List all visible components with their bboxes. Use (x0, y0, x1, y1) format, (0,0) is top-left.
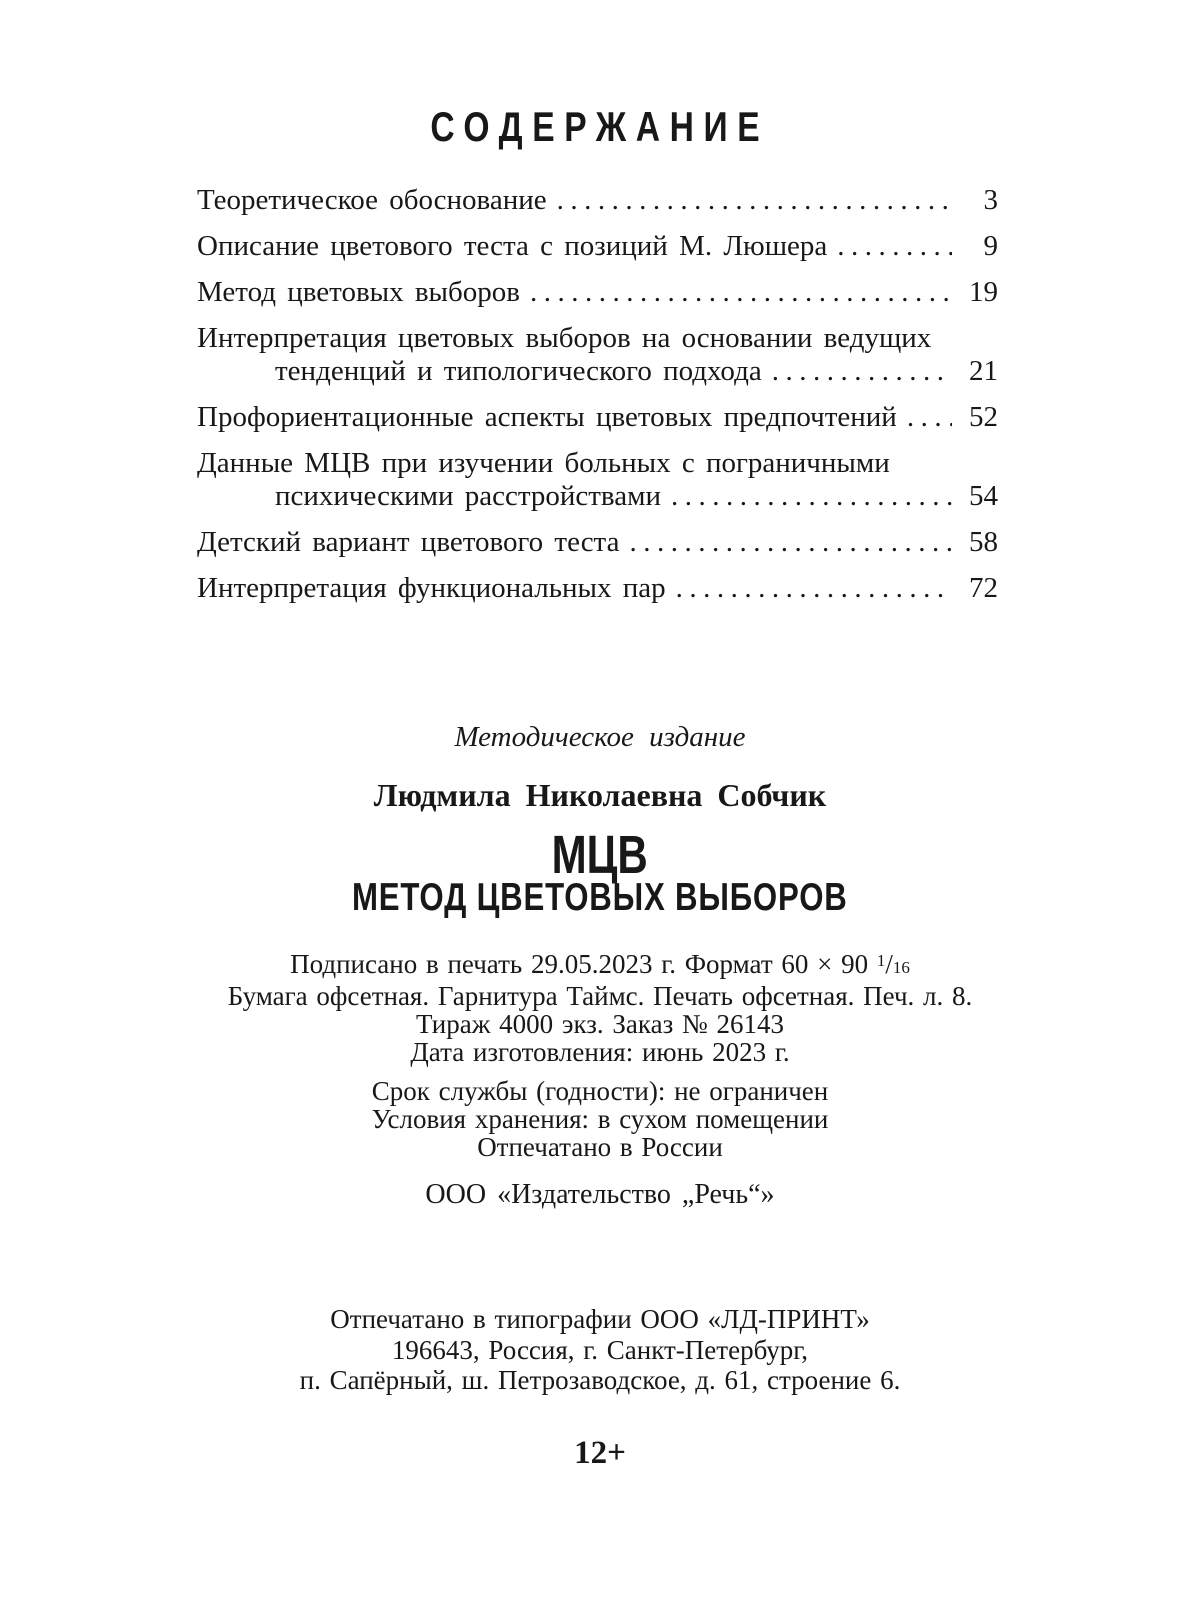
toc-entry-line (197, 184, 998, 217)
age-rating: 12+ (574, 1435, 626, 1471)
toc-page-number: 19 (969, 276, 998, 308)
book-full-title-text: МЕТОД ЦВЕТОВЫХ ВЫБОРОВ (352, 876, 848, 919)
toc-entry-line (197, 572, 998, 605)
table-of-contents (197, 184, 998, 618)
toc-entry-title: психическими расстройствами (275, 480, 661, 512)
toc-page-number: 21 (969, 355, 998, 387)
service-info (0, 1077, 1200, 1161)
format-fraction-slash: / (885, 949, 893, 979)
toc-page-number: 52 (969, 401, 998, 433)
toc-entry-title: Данные МЦВ при изучении больных с пограничными (197, 447, 890, 479)
toc-entry-line (197, 276, 998, 309)
author-name: Людмила Николаевна Собчик (373, 777, 827, 813)
toc-entry-title: Профориентационные аспекты цветовых предпочтений (197, 401, 897, 433)
toc-entry (197, 401, 998, 434)
toc-page-number: 58 (969, 526, 998, 558)
print-format-prefix: Подписано в печать 29.05.2023 г. Формат 60 × 90 (290, 949, 877, 979)
toc-entry-line (197, 480, 998, 513)
toc-entry-title: Описание цветового теста с позиций М. Люшера (197, 230, 828, 262)
toc-entry-title: Интерпретация цветовых выборов на основании ведущих (197, 322, 932, 354)
print-info-line-format (0, 947, 1200, 982)
toc-dot-leader (907, 401, 952, 434)
colophon-line: Срок службы (годности): не ограничен (371, 1076, 829, 1106)
page-title-text: СОДЕРЖАНИЕ (430, 103, 770, 150)
toc-entry (197, 526, 998, 559)
toc-entry-title: Метод цветовых выборов (197, 276, 520, 308)
toc-entry-title: тенденций и типологического подхода (275, 355, 762, 387)
toc-entry (197, 184, 998, 217)
printing-house-info (0, 1304, 1200, 1396)
toc-page-number: 9 (983, 230, 998, 262)
toc-dot-leader (837, 230, 952, 263)
format-fraction-denominator: 16 (892, 958, 910, 977)
toc-entry-line (197, 526, 998, 559)
print-info-line-paper: Бумага офсетная. Гарнитура Таймс. Печать офсетная. Печ. л. 8. (227, 981, 973, 1011)
toc-entry (197, 276, 998, 309)
toc-dot-leader (772, 355, 952, 388)
format-fraction-numerator: 1 (876, 951, 886, 970)
colophon-line: п. Сапёрный, ш. Петрозаводское, д. 61, строение 6. (299, 1365, 901, 1395)
edition-type: Методическое издание (454, 721, 746, 753)
page-title (0, 104, 1200, 150)
toc-entry-line (197, 355, 998, 388)
toc-page-number: 54 (969, 480, 998, 512)
toc-entry (197, 322, 998, 388)
toc-entry (197, 447, 998, 513)
toc-page-number: 72 (969, 572, 998, 604)
book-abbreviation-text: МЦВ (551, 825, 649, 885)
toc-entry (197, 230, 998, 263)
toc-page-number: 3 (983, 184, 998, 216)
colophon-line: Условия хранения: в сухом помещении (371, 1104, 829, 1134)
toc-entry-title: Детский вариант цветового теста (197, 526, 620, 558)
toc-dot-leader (629, 526, 952, 559)
print-info-line-tirage: Тираж 4000 экз. Заказ № 26143 (415, 1009, 785, 1039)
toc-entry-line (197, 447, 998, 480)
toc-entry-line (197, 322, 998, 355)
book-full-title (0, 876, 1200, 920)
toc-entry-line (197, 401, 998, 434)
toc-entry (197, 572, 998, 605)
colophon-line: Отпечатано в типографии ООО «ЛД-ПРИНТ» (330, 1304, 870, 1334)
toc-entry-title: Теоретическое обоснование (197, 184, 547, 216)
print-info (0, 947, 1200, 1066)
toc-entry-line (197, 230, 998, 263)
print-info-line-date: Дата изготовления: июнь 2023 г. (410, 1037, 790, 1067)
toc-dot-leader (676, 572, 952, 605)
toc-dot-leader (557, 184, 952, 217)
colophon-line: 196643, Россия, г. Санкт-Петербург, (391, 1334, 809, 1365)
toc-entry-title: Интерпретация функциональных пар (197, 572, 666, 604)
colophon-line: Отпечатано в России (477, 1132, 723, 1162)
toc-dot-leader (530, 276, 952, 309)
toc-dot-leader (671, 480, 952, 513)
publisher-name: ООО «Издательство „Речь“» (425, 1179, 775, 1210)
